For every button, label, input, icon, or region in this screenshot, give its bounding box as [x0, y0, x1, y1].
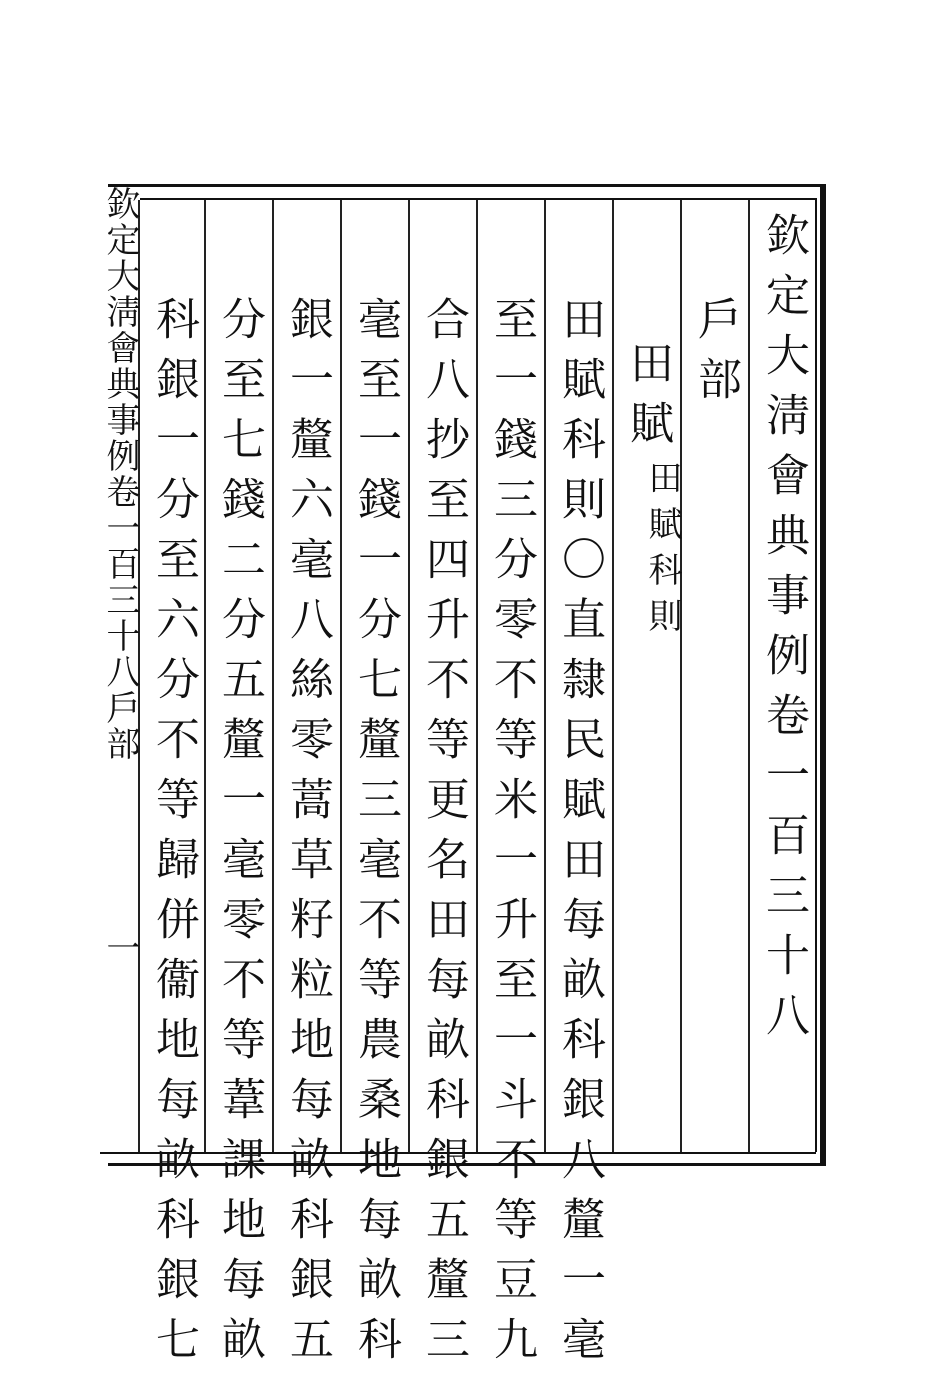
body-line-5: 銀一釐六毫八絲零蒿草籽粒地每畝科銀五 [282, 296, 333, 1376]
column-rule [272, 200, 274, 1152]
column-rule [612, 200, 614, 1152]
body-line-1: 田賦科則〇直隸民賦田每畝科銀八釐一毫 [554, 296, 605, 1376]
ministry-heading: 戶部 [690, 296, 741, 416]
body-line-2: 至一錢三分零不等米一升至一斗不等豆九 [486, 296, 537, 1376]
body-line-4: 毫至一錢一分七釐三毫不等農桑地每畝科 [350, 296, 401, 1376]
frame-top-rule [140, 198, 816, 200]
body-line-6: 分至七錢二分五釐一毫零不等葦課地每畝 [214, 296, 265, 1376]
book-title: 欽定大淸會典事例卷一百三十八 [758, 212, 809, 1052]
column-rule [476, 200, 478, 1152]
column-rule [340, 200, 342, 1152]
column-rule [748, 200, 750, 1152]
column-rule [204, 200, 206, 1152]
body-line-3: 合八抄至四升不等更名田每畝科銀五釐三 [418, 296, 469, 1376]
center-fold-text: 欽定大淸會典事例卷一百三十八戶部 [100, 186, 140, 762]
section-heading: 田賦 [622, 340, 673, 460]
column-rule [680, 200, 682, 1152]
column-rule [544, 200, 546, 1152]
body-line-7: 科銀一分至六分不等歸併衞地每畝科銀七 [148, 296, 199, 1376]
frame-inner-right-rule [815, 198, 817, 1152]
column-rule [408, 200, 410, 1152]
folio-number: 一 [100, 930, 140, 964]
subsection-heading: 田賦科則 [642, 460, 682, 644]
